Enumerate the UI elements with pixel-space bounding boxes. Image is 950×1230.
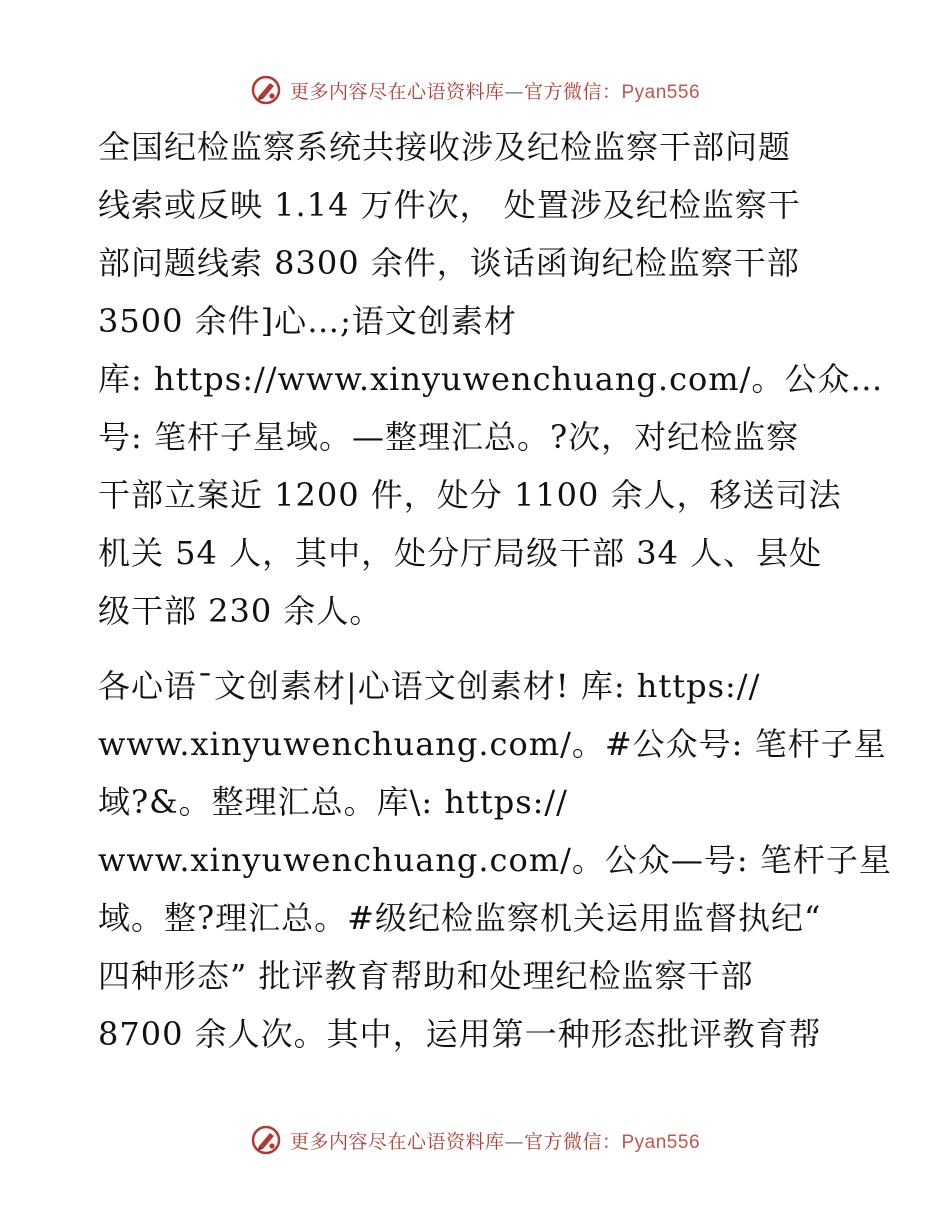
pen-seal-logo-icon [250,74,282,106]
pen-seal-logo-icon [250,1124,282,1156]
footer-banner [0,1120,950,1160]
paragraph-1-line: 线索或反映 1.14 万件次， 处置涉及纪检监察干 [98,186,801,224]
header-banner-wechat-id: Pyan556 [621,81,701,103]
paragraph-2-line: 域?&。整理汇总。库\: https:// [98,783,568,821]
paragraph-2-line: 四种形态” 批评教育帮助和处理纪检监察干部 [98,957,754,995]
paragraph-1-line: 3500 余件]心…;语文创素材 [98,302,517,340]
paragraph-1-line: 部问题线索 8300 余件，谈话函询纪检监察干部 [98,244,800,282]
header-banner-sep: — [504,80,524,103]
paragraph-1-line: 干部立案近 1200 件，处分 1100 余人，移送司法 [98,476,842,514]
paragraph-1-line: 全国纪检监察系统共接收涉及纪检监察干部问题 [98,128,792,166]
footer-banner-sep: — [504,1130,524,1153]
header-banner-text [290,77,700,104]
paragraph-2-line: 域。整?理汇总。#级纪检监察机关运用监督执纪“ [98,899,822,937]
header-banner [0,70,950,110]
paragraph-1-line: 号: 笔杆子星域。—整理汇总。?次，对纪检监察 [98,418,800,456]
paragraph-2 [98,657,892,1063]
paragraph-2-line: www.xinyuwenchuang.com/。#公众号: 笔杆子星 [98,725,887,763]
footer-banner-wechat-id: Pyan556 [621,1131,701,1153]
header-banner-channel: 官方微信： [523,80,622,103]
header-banner-main: 更多内容尽在心语资料库 [289,80,505,103]
paragraph-1-line: 级干部 230 余人。 [98,592,383,630]
paragraph-2-line: www.xinyuwenchuang.com/。公众—号: 笔杆子星 [98,841,892,879]
paragraph-1 [98,118,884,640]
footer-banner-main: 更多内容尽在心语资料库 [289,1130,505,1153]
paragraph-1-line: 机关 54 人，其中，处分厅局级干部 34 人、县处 [98,534,823,572]
document-body [98,118,892,1063]
footer-banner-text [290,1127,700,1154]
footer-banner-channel: 官方微信： [523,1130,622,1153]
paragraph-1-line: 库: https://www.xinyuwenchuang.com/。公众… [98,360,884,398]
paragraph-2-line: 各心语¯文创素材|心语文创素材! 库: https:// [98,667,761,705]
paragraph-2-line: 8700 余人次。其中，运用第一种形态批评教育帮 [98,1015,822,1053]
